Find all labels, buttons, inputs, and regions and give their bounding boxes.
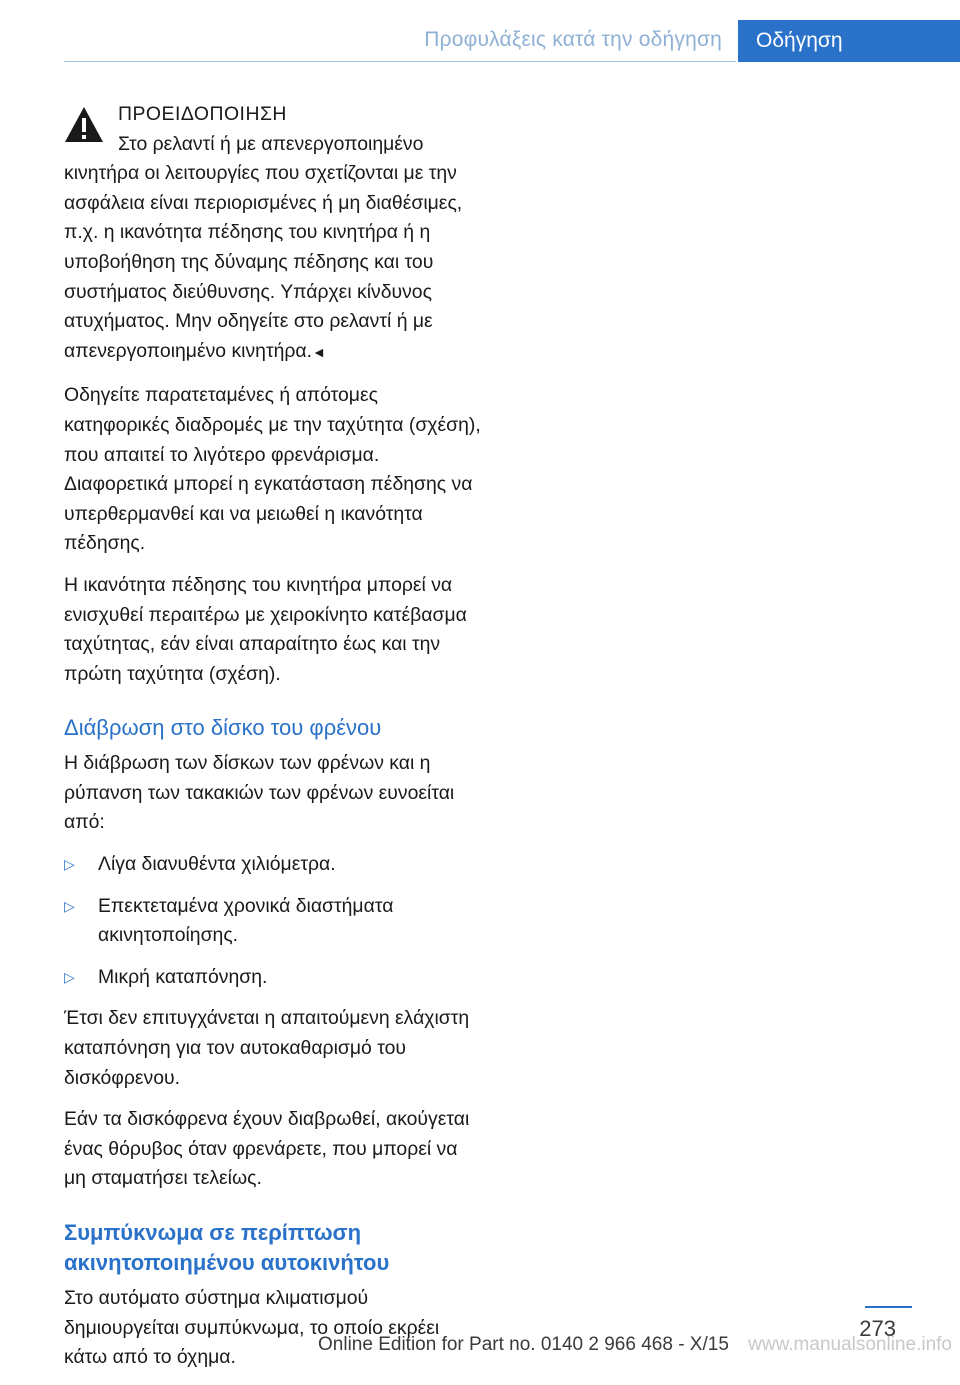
triangle-bullet-icon: ▷ [64, 897, 75, 914]
list-item-text: Επεκτεταμένα χρονικά διαστήματα ακινητοποίησης. [98, 894, 394, 947]
footer-divider [865, 1306, 912, 1308]
heading-condensation: Συμπύκνωμα σε περίπτωση ακινητοποιημένου αυτοκινήτου [64, 1220, 390, 1275]
triangle-bullet-icon: ▷ [64, 968, 75, 985]
chapter-tab [738, 20, 960, 62]
page-header [0, 0, 960, 62]
end-mark: ◄ [312, 343, 326, 360]
paragraph-noise: Εάν τα δισκόφρενα έχουν διαβρωθεί, ακούγεται ένας θόρυβος όταν φρενάρετε, που μπορεί να μη σταματήσει τελείως. [64, 1108, 470, 1190]
paragraph-corrosion-intro: Η διάβρωση των δίσκων των φρένων και η ρύπανση των τακακιών των φρένων ευνοείται από: [64, 752, 455, 834]
paragraph-engine-braking: Η ικανότητα πέδησης του κινητήρα μπορεί να ενισχυθεί περαιτέρω με χειροκίνητο κατέβασμα ταχύτητας, εάν είναι απαραίτητο έως και την πρώτη ταχύτητα (σχέση). [64, 573, 467, 685]
warning-text [64, 130, 484, 368]
triangle-bullet-icon: ▷ [64, 856, 75, 873]
heading-brake-disc-corrosion: Διάβρωση στο δίσκο του φρένου [64, 715, 382, 741]
list-item [64, 892, 484, 951]
warning-triangle-icon [64, 105, 104, 145]
paragraph-downhill: Οδηγείτε παρατεταμένες ή απότομες κατηφορικές διαδρομές με την ταχύτητα (σχέση), που απαιτεί το λιγότερο φρενάρισμα. Διαφορετικά μπορεί η εγκατάσταση πέδησης να υπερθερμανθεί και να μειωθεί η ικανότητα πέδησης. [64, 384, 481, 555]
warning-box [64, 100, 484, 367]
header-divider [64, 61, 736, 62]
warning-title: ΠΡΟΕΙΔΟΠΟΙΗΣΗ [118, 103, 287, 125]
paragraph-condensation: Στο αυτόματο σύστημα κλιματισμού δημιουργείται συμπύκνωμα, το οποίο εκρέει κάτω από το όχημα. [64, 1287, 440, 1369]
list-item-text: Μικρή καταπόνηση. [98, 965, 268, 988]
page-number: 273 [859, 1316, 896, 1341]
edition-note: Online Edition for Part no. 0140 2 966 468 - X/15 [318, 1334, 729, 1355]
list-item [64, 963, 484, 993]
list-item [64, 850, 484, 880]
paragraph-self-cleaning: Έτσι δεν επιτυγχάνεται η απαιτούμενη ελάχιστη καταπόνηση για τον αυτοκαθαρισμό του δισκόφρενου. [64, 1007, 470, 1089]
main-content [64, 100, 484, 1385]
chapter-tab-label: Οδήγηση [756, 29, 843, 52]
corrosion-causes-list [64, 850, 484, 992]
section-title: Προφυλάξεις κατά την οδήγηση [424, 28, 722, 51]
list-item-text: Λίγα διανυθέντα χιλιόμετρα. [98, 853, 336, 876]
warning-body: Στο ρελαντί ή με απενεργοποιημένο κινητήρα οι λειτουργίες που σχετίζονται με την ασφάλεια είναι περιορισμένες ή μη διαθέσιμες, π.χ. η ικανότητα πέδησης του κινητήρα ή η υποβοήθηση της δύναμης πέδησης και του συστήματος διεύθυνσης. Υπάρχει κίνδυνος ατυχήματος. Μην οδηγείτε στο ρελαντί ή με απενεργοποιημένο κινητήρα. [64, 132, 463, 362]
watermark: www.manualsonline.info [748, 1334, 952, 1355]
